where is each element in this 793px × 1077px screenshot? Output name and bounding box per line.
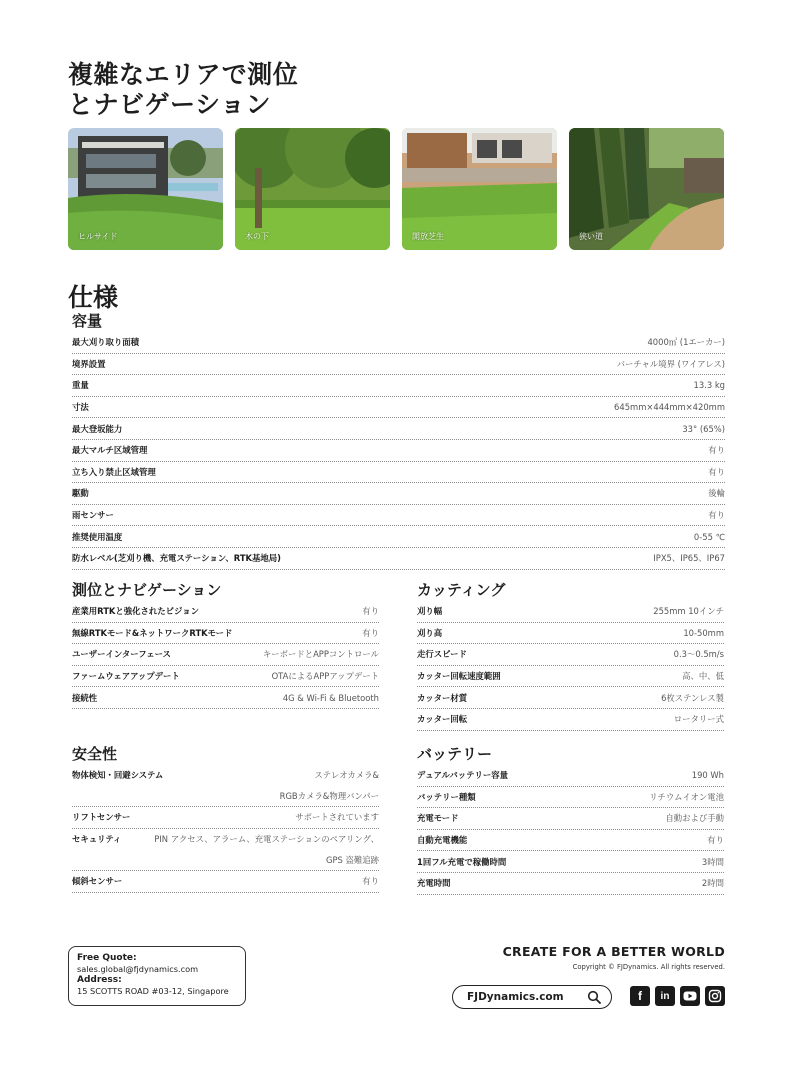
table-row bbox=[417, 687, 724, 709]
row-label: カッター回転 bbox=[417, 714, 468, 725]
youtube-icon[interactable] bbox=[680, 986, 700, 1006]
row-value: 4G & Wi-Fi & Bluetooth bbox=[282, 692, 379, 703]
linkedin-icon[interactable]: in bbox=[655, 986, 675, 1006]
row-value: 2時間 bbox=[701, 878, 724, 889]
row-value: 自動および手動 bbox=[665, 813, 724, 824]
row-value: 190 Wh bbox=[691, 770, 724, 781]
row-label: 傾斜センサー bbox=[72, 876, 123, 887]
table-row bbox=[72, 440, 725, 462]
row-value: キーボードとAPPコントロール bbox=[262, 649, 379, 660]
row-value: 有り bbox=[707, 835, 724, 846]
row-label: 最大登坂能力 bbox=[72, 423, 123, 434]
row-label: 無線RTKモード&ネットワークRTKモード bbox=[72, 627, 233, 638]
row-value: 有り bbox=[362, 606, 379, 617]
row-value: 4000㎡ (1エーカー) bbox=[647, 337, 725, 348]
table-row bbox=[72, 687, 379, 709]
row-value: 有り bbox=[708, 510, 725, 521]
table-row bbox=[72, 462, 725, 484]
cutting-heading: カッティング bbox=[417, 581, 506, 599]
table-row bbox=[417, 830, 724, 852]
row-label: 充電時間 bbox=[417, 878, 451, 889]
search-icon bbox=[587, 990, 601, 1004]
table-row bbox=[417, 644, 724, 666]
table-row bbox=[417, 623, 724, 645]
row-label: 寸法 bbox=[72, 402, 89, 413]
photo-caption: 狭い道 bbox=[579, 232, 603, 241]
row-value: 有り bbox=[362, 627, 379, 638]
row-label: 産業用RTKと強化されたビジョン bbox=[72, 606, 199, 617]
table-row bbox=[72, 418, 725, 440]
social-links bbox=[630, 986, 725, 1006]
row-value: IPX5、IP65、IP67 bbox=[653, 553, 725, 564]
table-row bbox=[72, 765, 379, 786]
page-title bbox=[68, 60, 298, 120]
table-row bbox=[72, 483, 725, 505]
row-label: バッテリー種類 bbox=[417, 791, 476, 802]
row-label: 推奨使用温度 bbox=[72, 531, 123, 542]
table-row bbox=[72, 829, 379, 850]
row-value: 高、中、低 bbox=[682, 671, 724, 682]
row-label: 立ち入り禁止区域管理 bbox=[72, 466, 156, 477]
table-row bbox=[72, 601, 379, 623]
website-link[interactable] bbox=[452, 985, 612, 1009]
row-label: 1回フル充電で稼働時間 bbox=[417, 856, 507, 867]
row-value: 33° (65%) bbox=[682, 423, 725, 434]
row-value: GPS 盗難追跡 bbox=[325, 854, 379, 865]
title-line-1: 複雑なエリアで測位 bbox=[68, 60, 299, 89]
row-label: 刈り幅 bbox=[417, 606, 443, 617]
table-row bbox=[72, 849, 379, 871]
row-label: 充電モード bbox=[417, 813, 459, 824]
row-value: ステレオカメラ& bbox=[314, 770, 379, 781]
table-row bbox=[417, 851, 724, 873]
terrain-photo-strip bbox=[68, 128, 724, 250]
row-value: 後輪 bbox=[708, 488, 725, 499]
row-label: カッター材質 bbox=[417, 692, 468, 703]
quote-label: Free Quote: bbox=[77, 953, 137, 963]
row-value: 10-50mm bbox=[683, 627, 724, 638]
row-value: 有り bbox=[708, 466, 725, 477]
table-row bbox=[417, 601, 724, 623]
table-row bbox=[72, 332, 725, 354]
table-row bbox=[417, 709, 724, 731]
table-row bbox=[72, 375, 725, 397]
row-value: バーチャル境界 (ワイアレス) bbox=[616, 358, 725, 369]
row-label: リフトセンサー bbox=[72, 812, 131, 823]
table-row bbox=[417, 666, 724, 688]
row-value: 255mm 10インチ bbox=[653, 606, 724, 617]
battery-heading: バッテリー bbox=[417, 745, 493, 763]
row-value: PIN アクセス、アラーム、充電ステーションのペアリング、 bbox=[154, 834, 379, 845]
row-label: セキュリティ bbox=[72, 834, 122, 845]
row-label: デュアルバッテリー容量 bbox=[417, 770, 508, 781]
website-url: FJDynamics.com bbox=[467, 991, 564, 1003]
cutting-table bbox=[417, 601, 724, 731]
slogan: CREATE FOR A BETTER WORLD bbox=[502, 944, 725, 959]
photo-hillside bbox=[68, 128, 223, 250]
row-value: リチウムイオン電池 bbox=[649, 791, 724, 802]
row-value: 3時間 bbox=[701, 856, 724, 867]
row-value: 0-55 ℃ bbox=[693, 531, 725, 542]
row-label: 接続性 bbox=[72, 692, 98, 703]
row-label: 自動充電機能 bbox=[417, 835, 468, 846]
row-value: 645mm×444mm×420mm bbox=[614, 402, 725, 413]
capacity-table bbox=[72, 332, 725, 570]
row-value: 0.3〜0.5m/s bbox=[673, 649, 724, 660]
row-label: 最大マルチ区域管理 bbox=[72, 445, 148, 456]
row-label: 物体検知・回避システム bbox=[72, 770, 164, 781]
table-row bbox=[72, 623, 379, 645]
table-row bbox=[72, 807, 379, 829]
address-text: 15 SCOTTS ROAD #03-12, Singapore bbox=[77, 986, 229, 996]
row-label: 重量 bbox=[72, 380, 89, 391]
row-label: 駆動 bbox=[72, 488, 89, 499]
table-row bbox=[72, 666, 379, 688]
row-value: 13.3 kg bbox=[693, 380, 725, 391]
row-label: 走行スピード bbox=[417, 649, 467, 660]
table-row bbox=[72, 871, 379, 893]
table-row bbox=[417, 873, 724, 895]
row-value: ロータリー式 bbox=[673, 714, 724, 725]
safety-table bbox=[72, 765, 379, 893]
row-label: 最大刈り取り面積 bbox=[72, 337, 139, 348]
row-value: サポートされています bbox=[295, 812, 379, 823]
photo-narrow-path bbox=[569, 128, 724, 250]
capacity-heading: 容量 bbox=[72, 312, 103, 330]
navigation-heading: 測位とナビゲーション bbox=[72, 581, 222, 599]
row-label: 防水レベル(芝刈り機、充電ステーション、RTK基地局) bbox=[72, 553, 282, 564]
row-label: 境界設置 bbox=[72, 358, 106, 369]
row-label: ユーザーインターフェース bbox=[72, 649, 171, 660]
table-row bbox=[72, 354, 725, 376]
battery-table bbox=[417, 765, 724, 895]
instagram-icon[interactable] bbox=[705, 986, 725, 1006]
table-row bbox=[417, 808, 724, 830]
safety-heading: 安全性 bbox=[72, 745, 118, 763]
title-line-2: とナビゲーション bbox=[68, 90, 272, 119]
row-label: 刈り高 bbox=[417, 627, 443, 638]
row-label: 雨センサー bbox=[72, 510, 114, 521]
table-row bbox=[72, 644, 379, 666]
row-label: ファームウェアアップデート bbox=[72, 671, 180, 682]
photo-under-tree bbox=[235, 128, 390, 250]
table-row bbox=[72, 548, 725, 570]
row-value: RGBカメラ&物理バンパー bbox=[279, 790, 379, 801]
photo-caption: 開放芝生 bbox=[412, 232, 444, 241]
table-row bbox=[417, 765, 724, 787]
row-value: 有り bbox=[362, 876, 379, 887]
row-value: OTAによるAPPアップデート bbox=[271, 671, 379, 682]
facebook-icon[interactable]: f bbox=[630, 986, 650, 1006]
copyright: Copyright © FJDynamics. All rights reserved. bbox=[572, 963, 725, 971]
youtube-play-glyph bbox=[683, 989, 697, 1003]
table-row bbox=[72, 786, 379, 808]
row-label: カッター回転速度範囲 bbox=[417, 671, 501, 682]
table-row bbox=[72, 526, 725, 548]
navigation-table bbox=[72, 601, 379, 709]
email-link[interactable]: sales.global@fjdynamics.com bbox=[77, 964, 199, 974]
specs-title: 仕様 bbox=[68, 283, 119, 312]
row-value: 6枚ステンレス製 bbox=[661, 692, 724, 703]
table-row bbox=[417, 787, 724, 809]
address-label: Address: bbox=[77, 975, 122, 985]
row-value: 有り bbox=[708, 445, 725, 456]
photo-open-lawn bbox=[402, 128, 557, 250]
table-row bbox=[72, 505, 725, 527]
instagram-glyph bbox=[708, 989, 722, 1003]
table-row bbox=[72, 397, 725, 419]
contact-box bbox=[68, 946, 246, 1006]
photo-caption: 木の下 bbox=[245, 232, 269, 241]
photo-caption: ヒルサイド bbox=[78, 232, 118, 241]
